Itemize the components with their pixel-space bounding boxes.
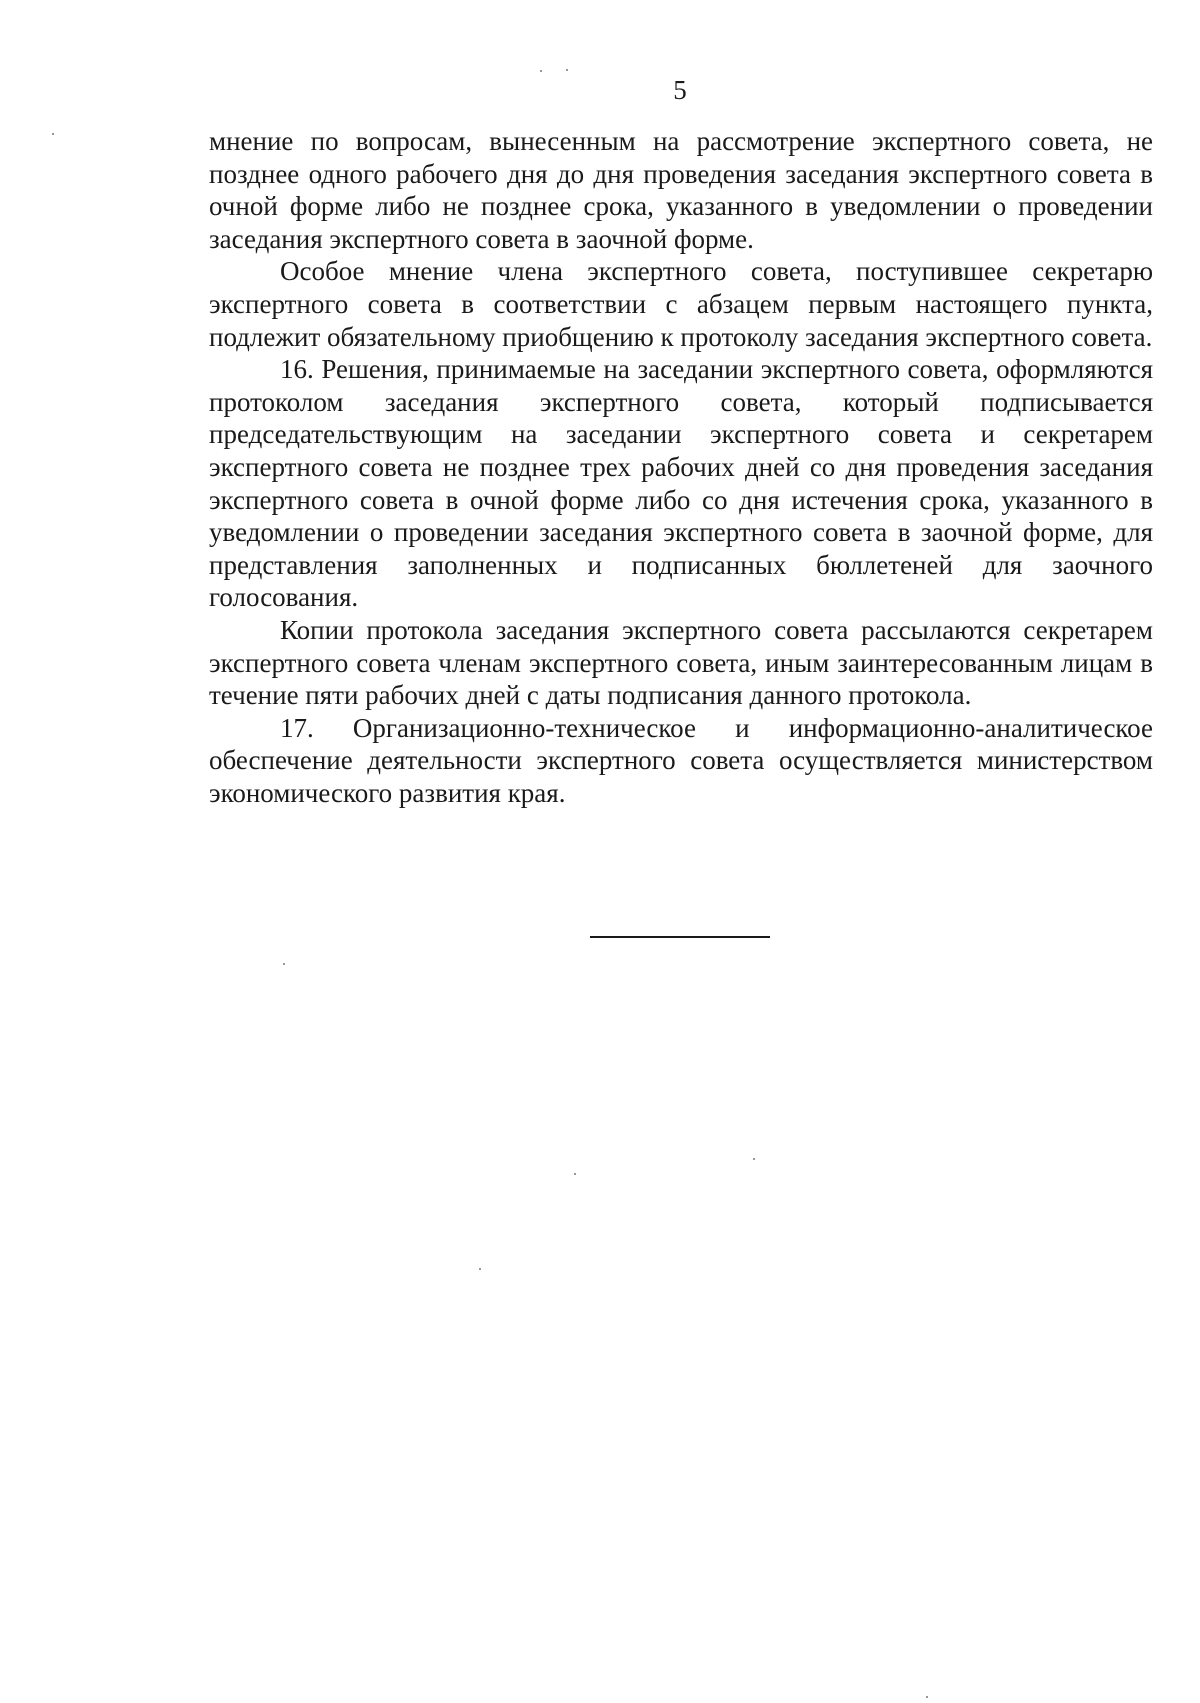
scan-speck xyxy=(753,1158,755,1160)
scan-speck xyxy=(574,1173,576,1175)
paragraph-protocol-copies: Копии протокола заседания экспертного совета рассылаются секретарем экспертного совета членам экспертного совета, иным заинтересованным лицам в течение пяти рабочих дней с даты подписания данного протокола. xyxy=(209,614,1153,711)
scan-speck xyxy=(566,69,568,71)
paragraph-item-16: 16. Решения, принимаемые на заседании экспертного совета, оформляются протоколом заседания экспертного совета, который подписывается председательствующим на заседании экспертного совета и секретарем экспертного совета не позднее трех рабочих дней со дня проведения заседания экспертного совета в очной форме либо со дня истечения срока, указанного в уведомлении о проведении заседания экспертного совета в заочной форме, для представления заполненных и подписанных бюллетеней для заочного голосования. xyxy=(209,354,1153,613)
scan-speck xyxy=(540,70,542,72)
page-number: 5 xyxy=(673,75,687,105)
document-body xyxy=(209,125,1153,809)
paragraph-item-17: 17. Организационно-техническое и информационно-аналитическое обеспечение деятельности экспертного совета осуществляется министерством экономического развития края. xyxy=(209,712,1153,808)
paragraph-continuation: мнение по вопросам, вынесенным на рассмотрение экспертного совета, не позднее одного рабочего дня до дня проведения заседания экспертного совета в очной форме либо не позднее срока, указанного в уведомлении о проведении заседания экспертного совета в заочной форме. xyxy=(209,126,1153,254)
scan-speck xyxy=(479,1268,481,1270)
scan-speck xyxy=(926,1696,928,1698)
scan-speck xyxy=(283,963,285,965)
end-of-text-rule xyxy=(590,936,770,938)
paragraph-special-opinion: Особое мнение члена экспертного совета, поступившее секретарю экспертного совета в соответствии с абзацем первым настоящего пункта, подлежит обязательному приобщению к протоколу заседания экспертного совета. xyxy=(209,256,1153,352)
scan-speck xyxy=(52,133,54,135)
